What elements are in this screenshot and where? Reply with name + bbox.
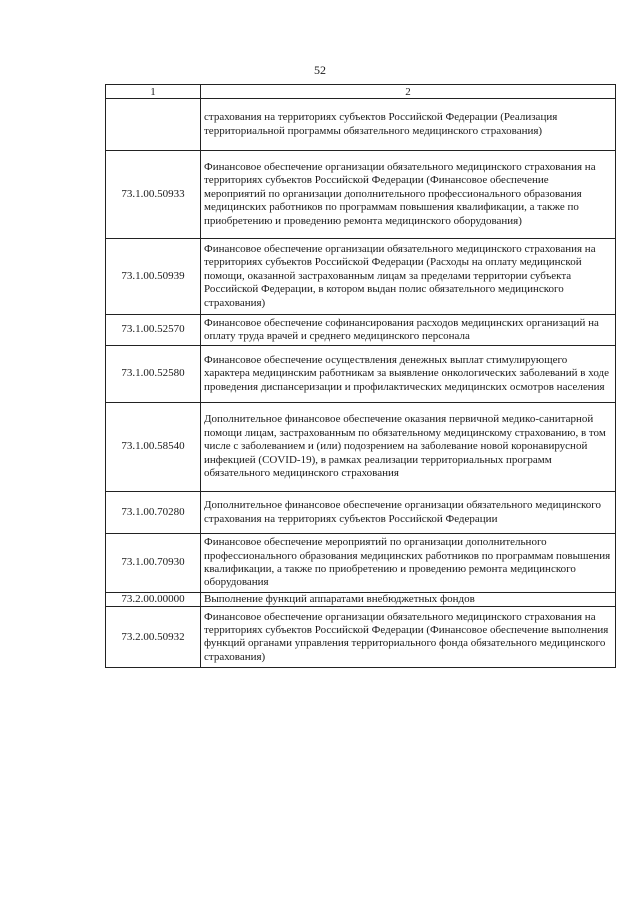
table-row — [106, 534, 616, 593]
row-description: Выполнение функций аппаратами внебюджетных фондов — [201, 593, 616, 607]
row-description: Финансовое обеспечение организации обязательного медицинского страхования на территориях субъектов Российской Федерации (Финансовое обеспечение выполнения функций органами управления территориального фонда обязательного медицинского страхования) — [201, 607, 616, 668]
row-code: 73.2.00.50932 — [106, 607, 201, 668]
row-description: Финансовое обеспечение организации обязательного медицинского страхования на территориях субъектов Российской Федерации (Расходы на оплату медицинской помощи, оказанной застрахованным лицам за пределами территории субъекта Российской Федерации, в котором выдан полис обязательного медицинского страхования) — [201, 239, 616, 315]
row-description: Финансовое обеспечение организации обязательного медицинского страхования на территориях субъектов Российской Федерации (Финансовое обеспечение мероприятий по организации дополнительного профессионального образования медицинских работников по программам повышения квалификации, а также по приобретению и проведению ремонта медицинского оборудования) — [201, 151, 616, 239]
table-row — [106, 239, 616, 315]
row-description: Финансовое обеспечение мероприятий по организации дополнительного профессионального образования медицинских работников по программам повышения квалификации, а также по приобретению и проведению ремонта медицинского оборудования — [201, 534, 616, 593]
table-row — [106, 593, 616, 607]
row-code: 73.2.00.00000 — [106, 593, 201, 607]
row-code: 73.1.00.50939 — [106, 239, 201, 315]
row-code: 73.1.00.52580 — [106, 346, 201, 403]
column-header-2: 2 — [201, 85, 616, 99]
row-description: Финансовое обеспечение осуществления денежных выплат стимулирующего характера медицинским работникам за выявление онкологических заболеваний в ходе проведения диспансеризации и профилактических медицинских осмотров населения — [201, 346, 616, 403]
table-row — [106, 99, 616, 151]
table-row — [106, 315, 616, 346]
row-description: Дополнительное финансовое обеспечение оказания первичной медико-санитарной помощи лицам, застрахованным по обязательному медицинскому страхованию, в том числе с заболеванием и (или) подозрением на заболевание новой коронавирусной инфекцией (COVID-19), в рамках реализации территориальных программ обязательного медицинского страхования — [201, 403, 616, 492]
table-row — [106, 346, 616, 403]
row-code — [106, 99, 201, 151]
row-code: 73.1.00.58540 — [106, 403, 201, 492]
table-header-row — [106, 85, 616, 99]
table-row — [106, 403, 616, 492]
table-row — [106, 492, 616, 534]
page-number: 52 — [314, 63, 326, 77]
row-code: 73.1.00.52570 — [106, 315, 201, 346]
row-code: 73.1.00.70280 — [106, 492, 201, 534]
row-description: страхования на территориях субъектов Российской Федерации (Реализация территориальной программы обязательного медицинского страхования) — [201, 99, 616, 151]
table-row — [106, 151, 616, 239]
budget-classification-table — [105, 84, 616, 668]
row-code: 73.1.00.70930 — [106, 534, 201, 593]
row-code: 73.1.00.50933 — [106, 151, 201, 239]
column-header-1: 1 — [106, 85, 201, 99]
row-description: Финансовое обеспечение софинансирования расходов медицинских организаций на оплату труда врачей и среднего медицинского персонала — [201, 315, 616, 346]
table-row — [106, 607, 616, 668]
row-description: Дополнительное финансовое обеспечение организации обязательного медицинского страхования на территориях субъектов Российской Федерации — [201, 492, 616, 534]
